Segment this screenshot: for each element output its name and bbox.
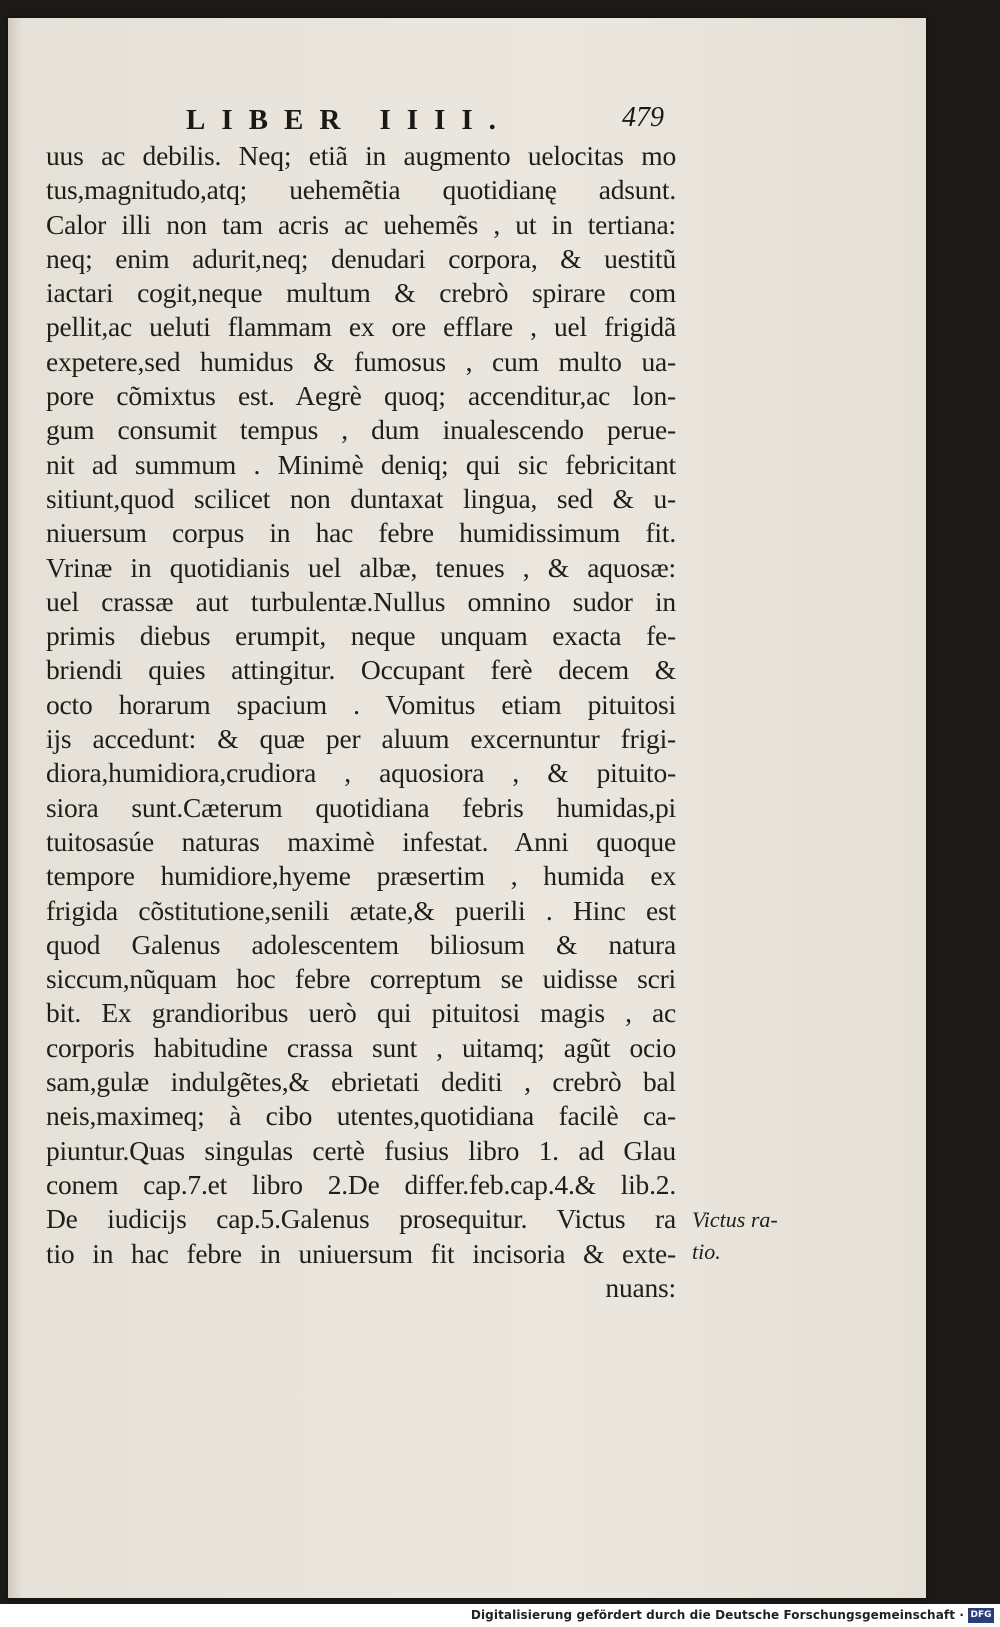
text-line: uus ac debilis. Neq; etiã in augmento uelocitas mo [46,140,676,171]
running-head-title: LIBER IIII. [186,104,512,136]
text-line: corporis habitudine crassa sunt , uitamq; agũt ocio [46,1031,676,1063]
text-line: tempore humidiore,hyeme præsertim , humida ex [46,860,676,892]
text-line: conem cap.7.et libro 2.De differ.feb.cap.4.& lib.2. [46,1168,676,1200]
text-line: frigida cõstitutione,senili ætate,& puerili . Hinc est [46,894,676,926]
text-line: neis,maximeq; à cibo utentes,quotidiana facilè ca- [46,1100,676,1132]
text-line: uel crassæ aut turbulentæ.Nullus omnino sudor in [46,585,676,617]
text-line: gum consumit tempus , dum inualescendo perue- [46,414,676,446]
marginal-note-line: tio. [692,1239,721,1264]
catchword-line: nuans: [605,1271,676,1303]
text-line: octo horarum spacium . Vomitus etiam pituitosi [46,688,676,720]
text-line: primis diebus erumpit, neque unquam exacta fe- [46,620,676,652]
text-line: De iudicijs cap.5.Galenus prosequitur. Victus ra [46,1203,676,1235]
text-line: pellit,ac ueluti flammam ex ore efflare , uel frigidã [46,311,676,343]
text-line: sam,gulæ indulgẽtes,& ebrietati dediti , crebrò bal [46,1066,676,1098]
dfg-logo: DFG [968,1608,994,1623]
footer-credit: Digitalisierung gefördert durch die Deutsche Forschungsgemeinschaft · [470,1608,964,1622]
text-line: piuntur.Quas singulas certè fusius libro 1. ad Glau [46,1134,676,1166]
text-line: tuitosasúe naturas maximè infestat. Anni quoque [46,825,676,857]
text-line: bit. Ex grandioribus uerò qui pituitosi magis , ac [46,997,676,1029]
digitization-footer [0,1604,1000,1627]
text-line: Vrinæ in quotidianis uel albæ, tenues , & aquosæ: [46,551,676,583]
text-line: expetere,sed humidus & fumosus , cum multo ua- [46,345,676,377]
text-line: siccum,nũquam hoc febre correptum se uidisse scri [46,963,676,995]
body-text [46,139,676,1305]
text-line: briendi quies attingitur. Occupant ferè decem & [46,654,676,686]
running-head [0,104,700,144]
marginal-note-line: Victus ra- [692,1207,778,1232]
text-line: tus,magnitudo,atq; uehemẽtia quotidianę adsunt. [46,174,676,206]
text-line: pore cõmixtus est. Aegrè quoq; accenditur,ac lon- [46,380,676,412]
text-line: ijs accedunt: & quæ per aluum excernuntur frigi- [46,723,676,755]
text-line: siora sunt.Cæterum quotidiana febris humidas,pi [46,791,676,823]
text-line: iactari cogit,neque multum & crebrò spirare com [46,277,676,309]
text-line: quod Galenus adolescentem biliosum & natura [46,928,676,960]
page-number: 479 [622,102,664,133]
marginal-note [692,1204,812,1268]
text-line: sitiunt,quod scilicet non duntaxat lingua, sed & u- [46,482,676,514]
text-line: tio in hac febre in uniuersum fit incisoria & exte- [46,1237,676,1269]
text-line: nit ad summum . Minimè deniq; qui sic febricitant [46,448,676,480]
text-line: niuersum corpus in hac febre humidissimum fit. [46,517,676,549]
text-line: diora,humidiora,crudiora , aquosiora , & pituito- [46,757,676,789]
text-line: Calor illi non tam acris ac uehemẽs , ut in tertiana: [46,208,676,240]
text-line: neq; enim adurit,neq; denudari corpora, & uestitũ [46,242,676,274]
